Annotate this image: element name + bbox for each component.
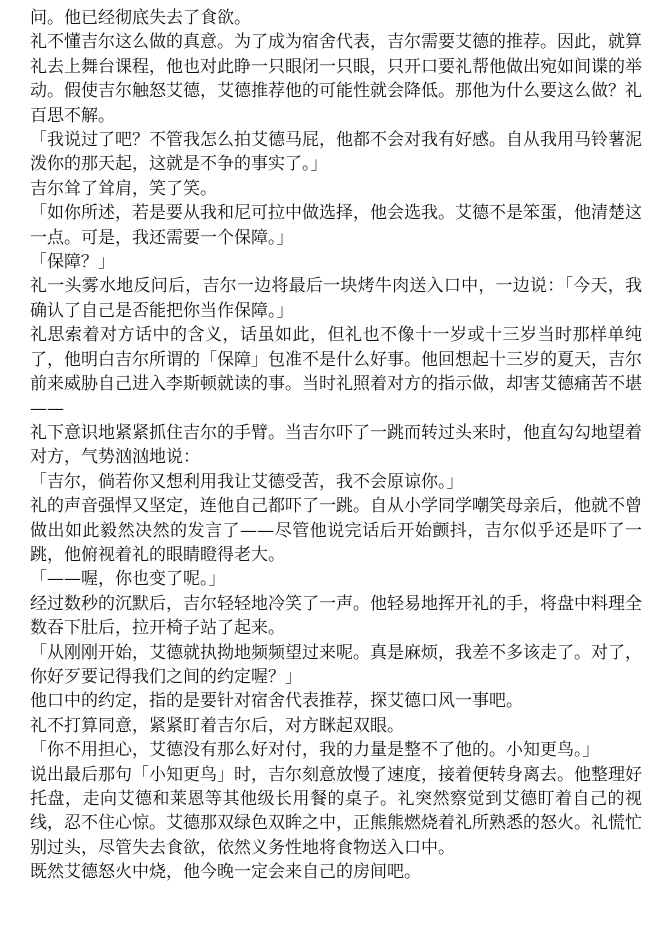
paragraph: 「保障？」 <box>30 252 115 273</box>
paragraph: 「你不用担心，艾德没有那么好对付，我的力量是整不了他的。小知更鸟。」 <box>30 740 600 761</box>
paragraph: 既然艾德怒火中烧，他今晚一定会来自己的房间吧。 <box>30 862 421 883</box>
paragraph: 礼一头雾水地反问后，吉尔一边将最后一块烤牛肉送入口中，一边说：「今天，我确认了自己是否能把你当作保障。」 <box>30 276 642 321</box>
paragraph: 吉尔耸了耸肩，笑了笑。 <box>30 178 217 199</box>
paragraph: 问。他已经彻底失去了食欲。 <box>30 8 251 28</box>
paragraph: 「我说过了吧？不管我怎么拍艾德马屁，他都不会对我有好感。自从我用马铃薯泥泼你的那天起，这就是不争的事实了。」 <box>30 130 642 175</box>
paragraph: 他口中的约定，指的是要针对宿舍代表推荐，探艾德口风一事吧。 <box>30 691 523 712</box>
paragraph: 经过数秒的沉默后，吉尔轻轻地冷笑了一声。他轻易地挥开礼的手，将盘中料理全数吞下肚后，拉开椅子站了起来。 <box>30 593 642 639</box>
paragraph: 礼思索着对方话中的含义，话虽如此，但礼也不像十一岁或十三岁当时那样单纯了，他明白吉尔所谓的「保障」包准不是什么好事。他回想起十三岁的夏天，吉尔前来威胁自己进入李斯顿就读的事。当时礼照着对方的指示做，却害艾德痛苦不堪—— <box>30 325 642 419</box>
paragraph: 礼不懂吉尔这么做的真意。为了成为宿舍代表，吉尔需要艾德的推荐。因此，就算礼去上舞台课程，他也对此睁一只眼闭一只眼，只开口要礼帮他做出宛如间谍的举动。假使吉尔触怒艾德，艾德推荐他的可能性就会降低。那他为什么要这么做？礼百思不解。 <box>30 32 642 126</box>
paragraph: 「——喔，你也变了呢。」 <box>30 569 226 590</box>
paragraph: 「从刚刚开始，艾德就执拗地频频望过来呢。真是麻烦，我差不多该走了。对了，你好歹要记得我们之间的约定喔？」 <box>30 642 642 687</box>
paragraph: 「吉尔，倘若你又想利用我让艾德受苦，我不会原谅你。」 <box>30 471 464 492</box>
paragraph: 礼不打算同意，紧紧盯着吉尔后，对方眯起双眼。 <box>30 715 404 736</box>
document-page <box>30 6 642 885</box>
paragraph: 礼的声音强悍又坚定，连他自己都吓了一跳。自从小学同学嘲笑母亲后，他就不曾做出如此毅然决然的发言了——尽管他说完话后开始颤抖，吉尔似乎还是吓了一跳，他俯视着礼的眼睛瞪得老大。 <box>30 496 642 565</box>
paragraph: 「如你所述，若是要从我和尼可拉中做选择，他会选我。艾德不是笨蛋，他清楚这一点。可是，我还需要一个保障。」 <box>30 203 642 248</box>
paragraph: 说出最后那句「小知更鸟」时，吉尔刻意放慢了速度，接着便转身离去。他整理好托盘，走向艾德和莱恩等其他级长用餐的桌子。礼突然察觉到艾德盯着自己的视线，忍不住心惊。艾德那双绿色双眸之中，正熊熊燃烧着礼所熟悉的怒火。礼慌忙别过头，尽管失去食欲，依然义务性地将食物送入口中。 <box>30 764 642 858</box>
paragraph: 礼下意识地紧紧抓住吉尔的手臂。当吉尔吓了一跳而转过头来时，他直勾勾地望着对方，气势汹汹地说： <box>30 422 642 468</box>
